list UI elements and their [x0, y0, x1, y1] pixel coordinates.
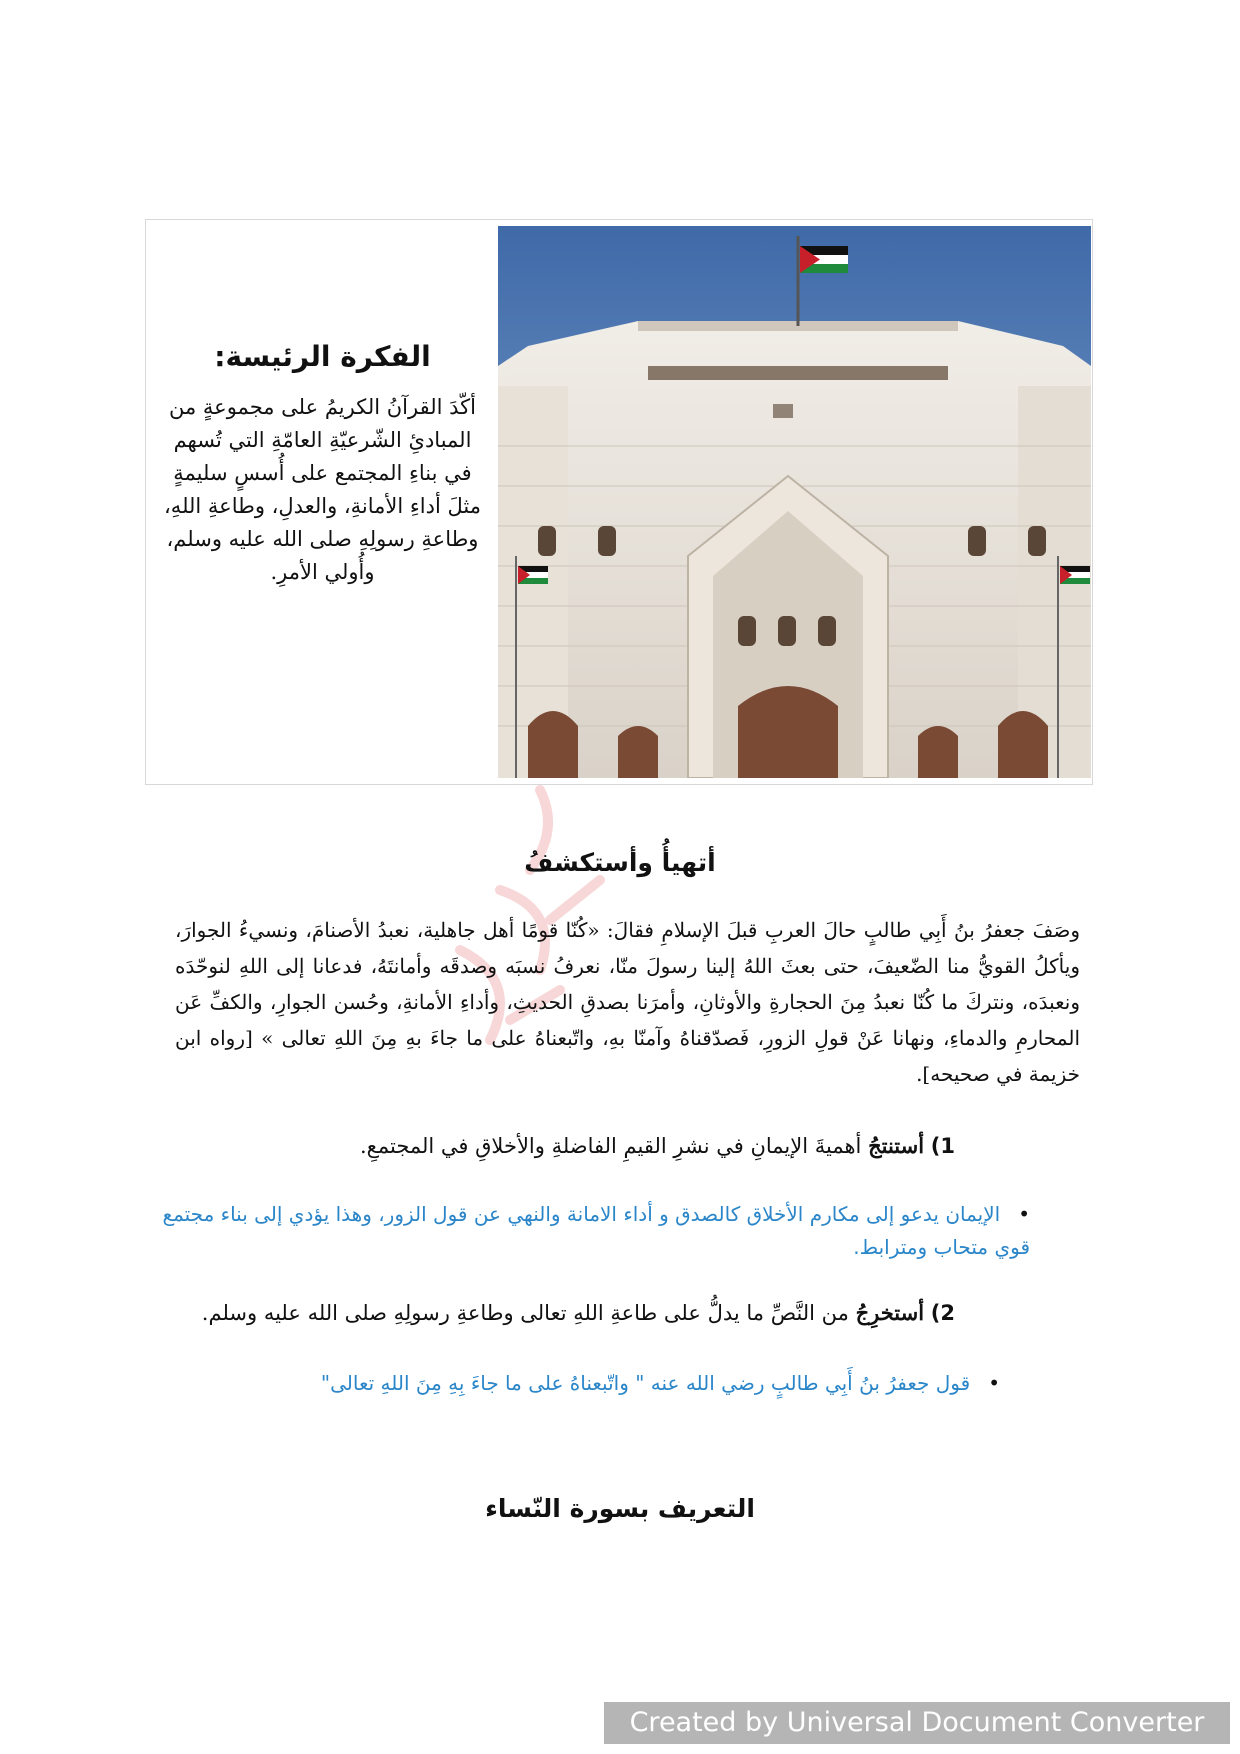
surah-heading: التعريف بسورة النّساء	[485, 1494, 755, 1523]
answer-1	[145, 1198, 1030, 1264]
question-1-text: أهميةَ الإيمانِ في نشرِ القيمِ الفاضلةِ والأخلاقِ في المجتمعِ.	[359, 1134, 862, 1158]
jordan-flag-icon	[800, 246, 848, 273]
question-2-text: من النَّصِّ ما يدلُّ على طاعةِ اللهِ تعالى وطاعةِ رسولِهِ صلى الله عليه وسلم.	[201, 1301, 849, 1325]
building-illustration	[498, 226, 1091, 778]
bullet-icon: •	[1018, 1202, 1030, 1226]
watermark-text: Created by Universal Document Converter	[604, 1702, 1230, 1744]
main-idea-card	[145, 219, 1093, 785]
explore-paragraph: وصَفَ جعفرُ بنُ أَبِي طالبٍ حالَ العربِ قبلَ الإسلامِ فقالَ: «كُنّا قومًا أهل جاهلية، نعبدُ الأصنامَ، ونسيءُ الجوارَ، ويأكلُ القويُّ منا الضّعيفَ، حتى بعثَ اللهُ إلينا رسولَ منّا، نعرفُ نسبَه وصدقَه وأمانتَهُ، فدعانا إلى اللهِ لنوحّدَه ونعبدَه، ونتركَ ما كُنّا نعبدُ مِنَ الحجارةِ والأوثانِ، وأمرَنا بصدقِ الحديثِ، وأداءِ الأمانةِ، وحُسن الجوارِ، والكفِّ عَن المحارمِ والدماءِ، ونهانا عَنْ قولِ الزورِ، فَصدّقناهُ وآمنّا بهِ، واتّبعناهُ على ما جاءَ بهِ مِنَ اللهِ تعالى » [رواه ابن خزيمة في صحيحه].	[175, 918, 1081, 1086]
explore-heading: أتهيأُ وأستكشفُ	[524, 848, 716, 877]
question-1	[175, 1133, 955, 1158]
question-2-number: 2)	[930, 1301, 955, 1325]
question-2-verb: أستخرِجُ	[855, 1300, 925, 1325]
main-idea-text	[160, 340, 485, 589]
main-idea-body: أكّدَ القرآنُ الكريمُ على مجموعةٍ من المبادئِ الشّرعيّةِ العامّةِ التي تُسهم في بناءِ المجتمع على أُسسٍ سليمةٍ مثلَ أداءِ الأمانةِ، والعدلِ، وطاعةِ اللهِ، وطاعةِ رسولِهِ صلى الله عليه وسلم، وأُولي الأمرِ.	[164, 395, 481, 584]
answer-2-text: قول جعفرُ بنُ أَبِي طالبٍ رضي الله عنه " واتّبعناهُ على ما جاءَ بِهِ مِنَ اللهِ تعالى"	[320, 1371, 971, 1395]
court-building-photo	[498, 226, 1091, 778]
answer-1-text: الإيمان يدعو إلى مكارم الأخلاق كالصدق و أداء الامانة والنهي عن قول الزور، وهذا يؤدي إلى بناء مجتمع قوي متحاب ومترابط.	[162, 1202, 1030, 1259]
converter-watermark	[610, 1520, 1240, 1754]
question-1-verb: أستنتجُ	[868, 1133, 925, 1158]
main-idea-title: الفكرة الرئيسة:	[214, 340, 431, 373]
question-2	[175, 1300, 955, 1325]
question-1-number: 1)	[930, 1134, 955, 1158]
bullet-icon: •	[988, 1371, 1000, 1395]
answer-2	[300, 1367, 1000, 1400]
